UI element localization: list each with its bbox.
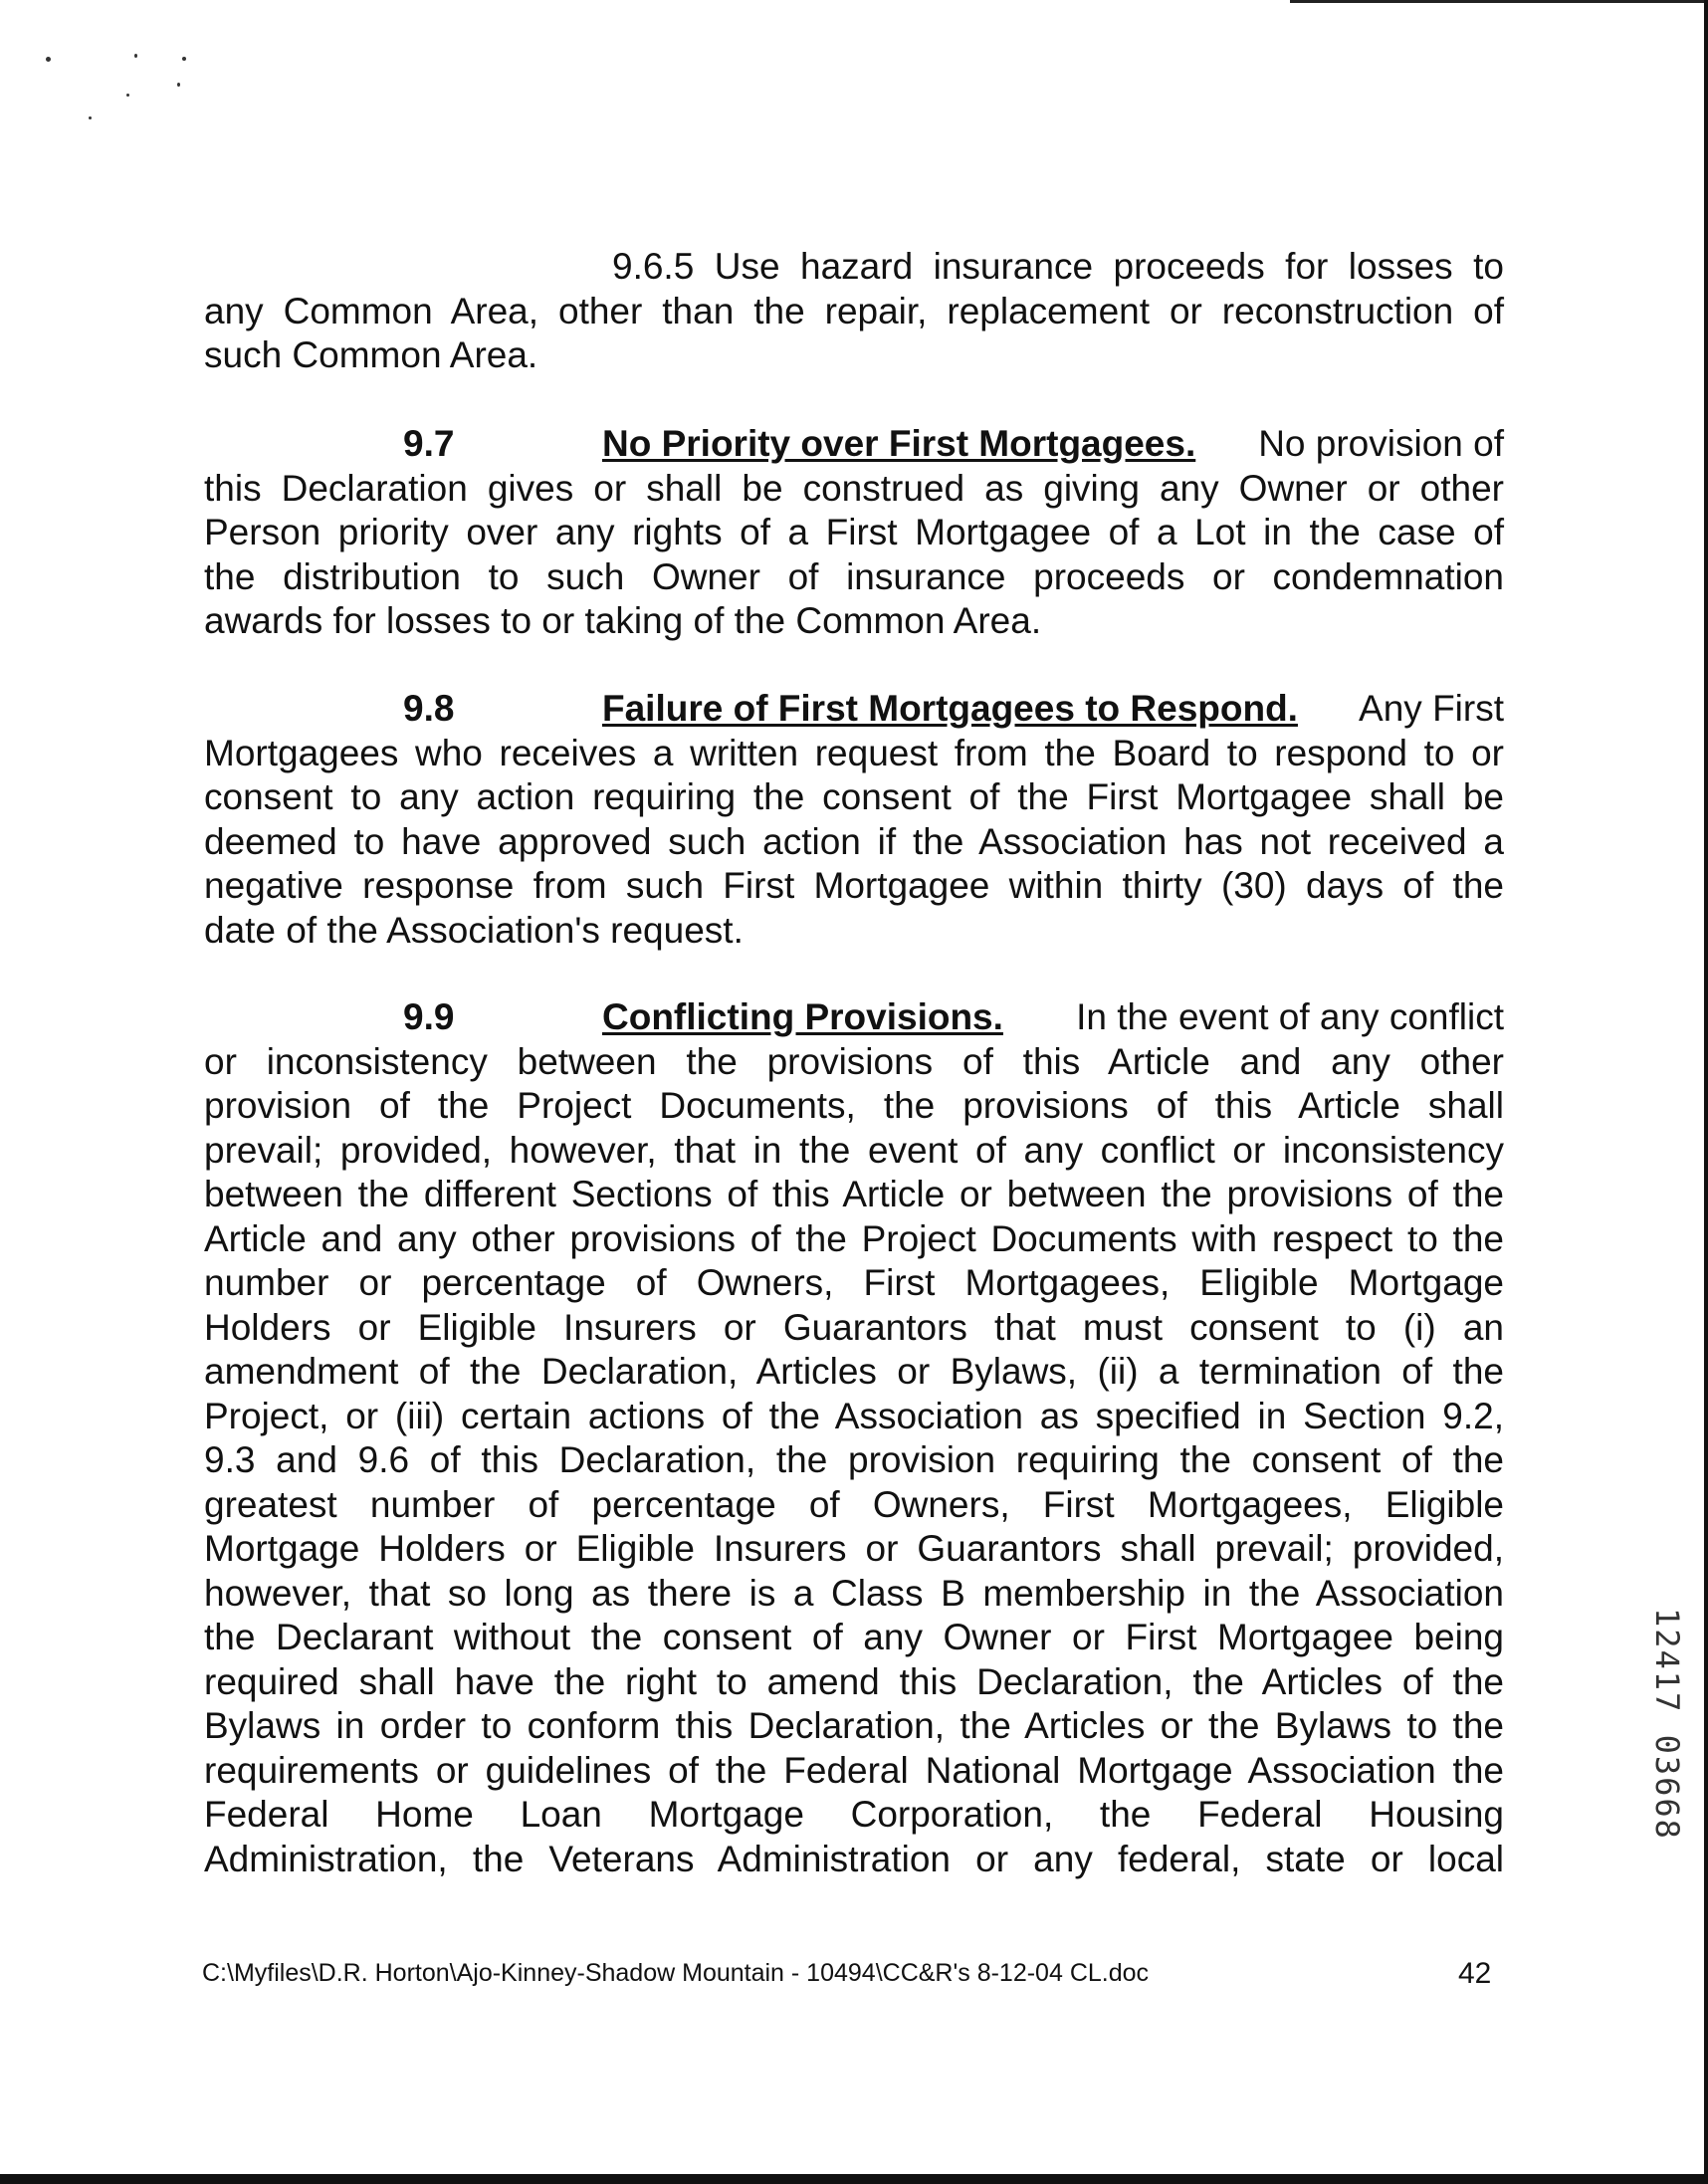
- section-9-9: [204, 995, 1504, 1881]
- heading-tail-text: In the event of any conflict: [1076, 996, 1504, 1037]
- scan-speck: [134, 54, 137, 58]
- scan-speck: [126, 94, 129, 97]
- paragraph-line: this Declaration gives or shall be construed as giving any Owner or other: [204, 467, 1504, 509]
- page-number: 42: [1458, 1957, 1492, 1990]
- section-heading: [204, 995, 1504, 1040]
- paragraph-line: prevail; provided, however, that in the event of any conflict or inconsistency: [204, 1129, 1504, 1171]
- paragraph-line: Federal Home Loan Mortgage Corporation, the Federal Housing: [204, 1794, 1504, 1835]
- scan-speck: [177, 83, 180, 87]
- heading-tail-text: Any First: [1359, 688, 1504, 729]
- scan-edge-top: [1290, 0, 1708, 3]
- footer-file-path: C:\Myfiles\D.R. Horton\Ajo-Kinney-Shadow Mountain - 10494\CC&R's 8-12-04 CL.doc: [202, 1959, 1150, 1987]
- paragraph-line: Administration, the Veterans Administration or any federal, state or local: [204, 1838, 1504, 1879]
- paragraph-line: the distribution to such Owner of insurance proceeds or condemnation: [204, 555, 1504, 597]
- scan-speck: [182, 57, 186, 61]
- scan-speck: [46, 57, 51, 62]
- paragraph-line: 9.3 and 9.6 of this Declaration, the provision requiring the consent of the: [204, 1439, 1504, 1480]
- section-number: 9.8: [403, 688, 455, 729]
- paragraph-line: required shall have the right to amend this Declaration, the Articles of the: [204, 1660, 1504, 1702]
- paragraph-line: Bylaws in order to conform this Declaration, the Articles or the Bylaws to the: [204, 1705, 1504, 1746]
- section-9-8: [204, 687, 1504, 953]
- section-heading: [204, 422, 1504, 467]
- section-9-6-5: [204, 245, 1504, 378]
- scan-edge-right: [1704, 0, 1708, 2184]
- section-title: Failure of First Mortgagees to Respond.: [602, 688, 1298, 729]
- paragraph-line: the Declarant without the consent of any Owner or First Mortgagee being: [204, 1617, 1504, 1657]
- paragraph-line: any Common Area, other than the repair, replacement or reconstruction of: [204, 290, 1504, 331]
- paragraph-line: Person priority over any rights of a First Mortgagee of a Lot in the case of: [204, 512, 1504, 552]
- paragraph-line: amendment of the Declaration, Articles or Bylaws, (ii) a termination of the: [204, 1351, 1504, 1392]
- paragraph-line: number or percentage of Owners, First Mortgagees, Eligible Mortgage: [204, 1262, 1504, 1303]
- scan-speck: [89, 116, 92, 119]
- section-title: No Priority over First Mortgagees.: [602, 423, 1196, 464]
- paragraph-line: Holders or Eligible Insurers or Guarantors that must consent to (i) an: [204, 1306, 1504, 1348]
- paragraph-line: between the different Sections of this Article or between the provisions of the: [204, 1174, 1504, 1214]
- paragraph-line: awards for losses to or taking of the Common Area.: [204, 600, 1042, 641]
- paragraph-line: Mortgagees who receives a written request from the Board to respond to or: [204, 732, 1504, 773]
- paragraph-line: Project, or (iii) certain actions of the Association as specified in Section 9.2,: [204, 1395, 1504, 1436]
- paragraph-line: Article and any other provisions of the Project Documents with respect to the: [204, 1217, 1504, 1259]
- paragraph-line: negative response from such First Mortgagee within thirty (30) days of the: [204, 865, 1504, 906]
- section-heading: [204, 687, 1504, 732]
- section-title: Conflicting Provisions.: [602, 996, 1003, 1037]
- section-9-7: [204, 422, 1504, 644]
- section-number: 9.9: [403, 996, 455, 1037]
- paragraph-line: greatest number of percentage of Owners, First Mortgagees, Eligible: [204, 1483, 1504, 1525]
- paragraph-line: date of the Association's request.: [204, 909, 744, 951]
- recording-number-stamp: 12417 03668: [1648, 1608, 1686, 1841]
- heading-tail-text: No provision of: [1258, 423, 1504, 464]
- paragraph-line: Mortgage Holders or Eligible Insurers or Guarantors shall prevail; provided,: [204, 1528, 1504, 1569]
- paragraph-line: deemed to have approved such action if the Association has not received a: [204, 820, 1504, 862]
- paragraph-line: such Common Area.: [204, 334, 538, 375]
- section-number: 9.7: [403, 423, 455, 464]
- paragraph-line: or inconsistency between the provisions of this Article and any other: [204, 1040, 1504, 1082]
- paragraph-line: consent to any action requiring the consent of the First Mortgagee shall be: [204, 776, 1504, 817]
- paragraph-line: 9.6.5 Use hazard insurance proceeds for losses to: [612, 246, 1504, 287]
- paragraph-line: requirements or guidelines of the Federal National Mortgage Association the: [204, 1749, 1504, 1791]
- paragraph-line: however, that so long as there is a Class B membership in the Association: [204, 1572, 1504, 1614]
- paragraph-line: provision of the Project Documents, the provisions of this Article shall: [204, 1085, 1504, 1126]
- scan-edge-bottom: [0, 2174, 1708, 2184]
